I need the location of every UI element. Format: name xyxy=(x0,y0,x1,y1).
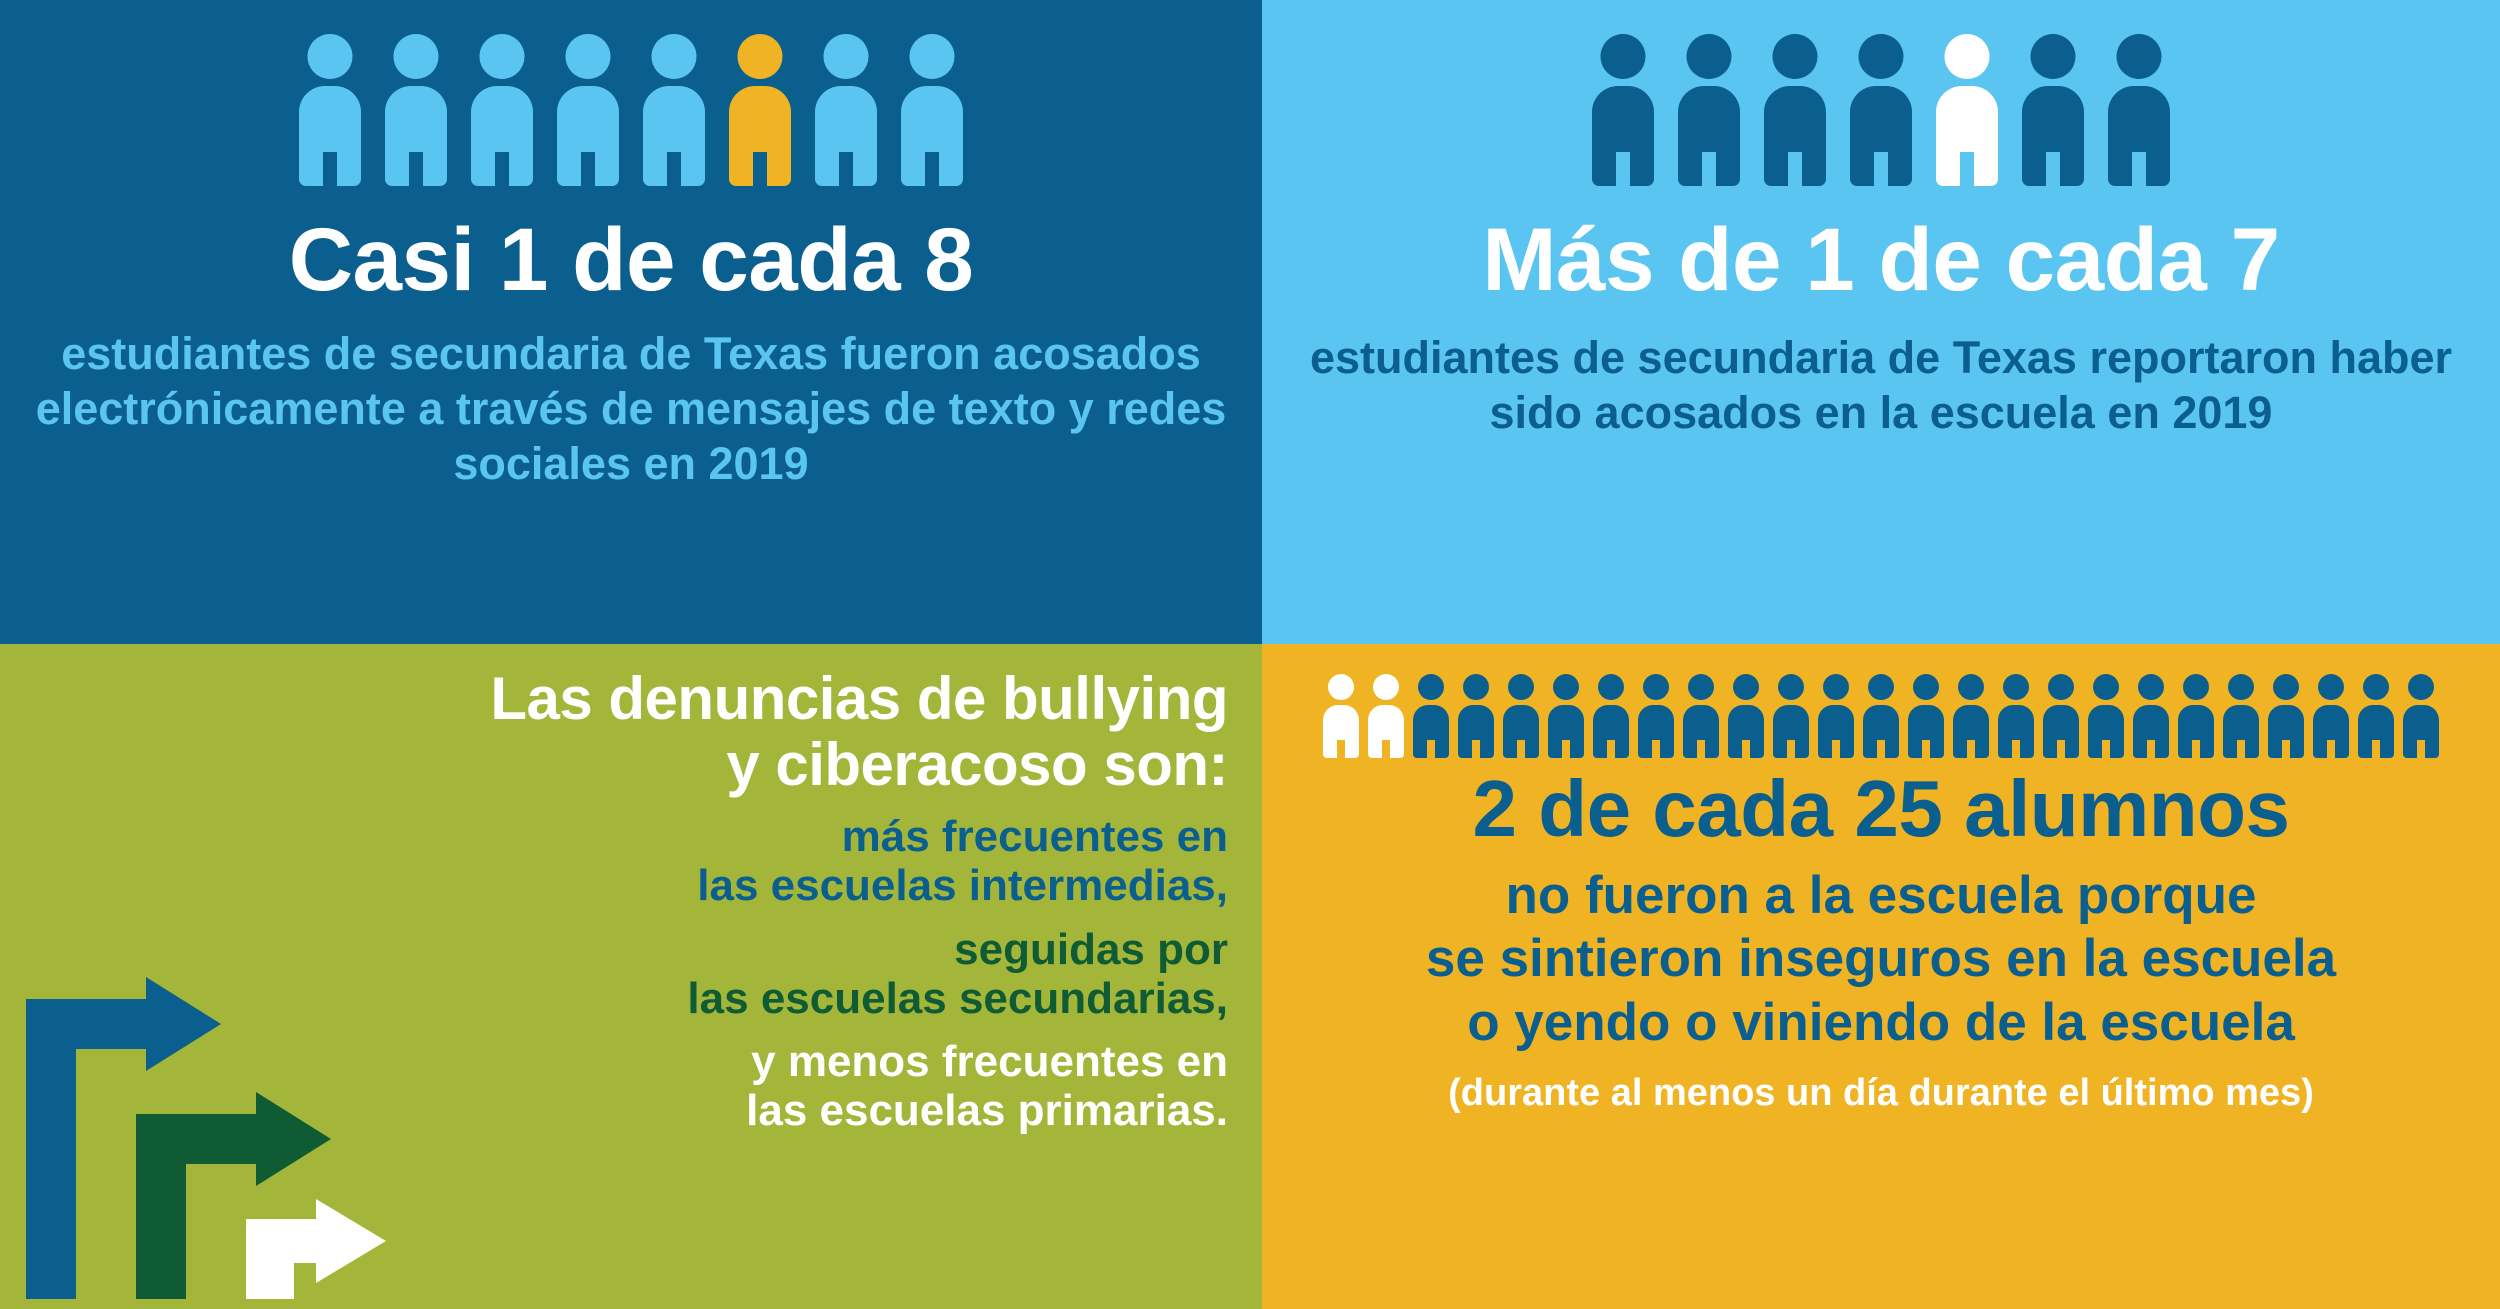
ranking-item-line-1: seguidas por xyxy=(954,924,1228,974)
arrow-group xyxy=(16,969,436,1299)
panel-report-frequency-headline xyxy=(0,666,1236,798)
person-icon xyxy=(1591,34,1655,186)
person-icon xyxy=(1951,674,1991,758)
person-icon xyxy=(2311,674,2351,758)
person-icon xyxy=(814,34,878,186)
person-icon xyxy=(1816,674,1856,758)
person-icon xyxy=(1726,674,1766,758)
pictogram-cyberbullied xyxy=(26,34,1236,186)
person-icon xyxy=(2176,674,2216,758)
person-icon xyxy=(2266,674,2306,758)
ranking-item-line-2: las escuelas primarias. xyxy=(746,1086,1228,1136)
person-icon xyxy=(1456,674,1496,758)
person-icon xyxy=(1861,674,1901,758)
person-icon xyxy=(2131,674,2171,758)
person-icon xyxy=(1771,674,1811,758)
ranking-item-line-1: más frecuentes en xyxy=(841,812,1228,861)
pictogram-felt-unsafe xyxy=(1280,666,2482,758)
subline-line-2: se sintieron inseguros en la escuela xyxy=(1425,929,2337,989)
ranking-item-line-2: las escuelas secundarias, xyxy=(687,973,1228,1023)
person-icon-highlighted xyxy=(1935,34,1999,186)
ranking-item-line-1: y menos frecuentes en xyxy=(751,1037,1228,1087)
person-icon xyxy=(1996,674,2036,758)
ranking-item-middle-schools xyxy=(0,812,1228,911)
person-icon xyxy=(1849,34,1913,186)
person-icon xyxy=(2401,674,2441,758)
person-icon xyxy=(470,34,534,186)
panel-felt-unsafe xyxy=(1262,644,2500,1309)
headline-line-2: y ciberacoso son: xyxy=(726,731,1228,798)
person-icon xyxy=(1591,674,1631,758)
pictogram-bullied-at-school xyxy=(1288,34,2474,186)
person-icon xyxy=(556,34,620,186)
person-icon xyxy=(1501,674,1541,758)
person-icon-highlighted xyxy=(1366,674,1406,758)
person-icon xyxy=(1411,674,1451,758)
headline-line-1: Las denuncias de bullying xyxy=(490,665,1228,732)
panel-bullied-at-school-headline: Más de 1 de cada 7 xyxy=(1482,209,2280,309)
person-icon xyxy=(1681,674,1721,758)
person-icon-highlighted xyxy=(1321,674,1361,758)
panel-cyberbullied-headline: Casi 1 de cada 8 xyxy=(288,209,974,309)
panel-bullied-at-school xyxy=(1262,0,2500,644)
person-icon xyxy=(1636,674,1676,758)
person-icon xyxy=(2021,34,2085,186)
person-icon xyxy=(2356,674,2396,758)
subline-line-1: no fueron a la escuela porque xyxy=(1505,865,2257,925)
person-icon-highlighted xyxy=(728,34,792,186)
panel-felt-unsafe-subline xyxy=(1280,864,2482,1055)
person-icon xyxy=(1546,674,1586,758)
panel-cyberbullied-subline: estudiantes de secundaria de Texas fueron acosados electrónicamente a través de mensajes de texto y redes sociales en 2019 xyxy=(35,327,1227,489)
arrow-up-right-white xyxy=(246,1199,386,1299)
panel-bullied-at-school-subline: estudiantes de secundaria de Texas reportaron haber sido acosados en la escuela en 2019 xyxy=(1309,331,2453,438)
person-icon xyxy=(2107,34,2171,186)
panel-felt-unsafe-headline: 2 de cada 25 alumnos xyxy=(1472,764,2290,853)
person-icon xyxy=(2221,674,2261,758)
panel-felt-unsafe-footnote: (durante al menos un día durante el último mes) xyxy=(1448,1072,2314,1115)
person-icon xyxy=(1763,34,1827,186)
subline-line-3: o yendo o viniendo de la escuela xyxy=(1467,992,2295,1052)
person-icon xyxy=(642,34,706,186)
person-icon xyxy=(1906,674,1946,758)
arrow-up-right-green xyxy=(136,1092,331,1299)
person-icon xyxy=(298,34,362,186)
panel-report-frequency xyxy=(0,644,1262,1309)
person-icon xyxy=(900,34,964,186)
person-icon xyxy=(1677,34,1741,186)
person-icon xyxy=(384,34,448,186)
panel-cyberbullied xyxy=(0,0,1262,644)
ranking-item-line-2: las escuelas intermedias, xyxy=(697,861,1228,911)
person-icon xyxy=(2086,674,2126,758)
person-icon xyxy=(2041,674,2081,758)
